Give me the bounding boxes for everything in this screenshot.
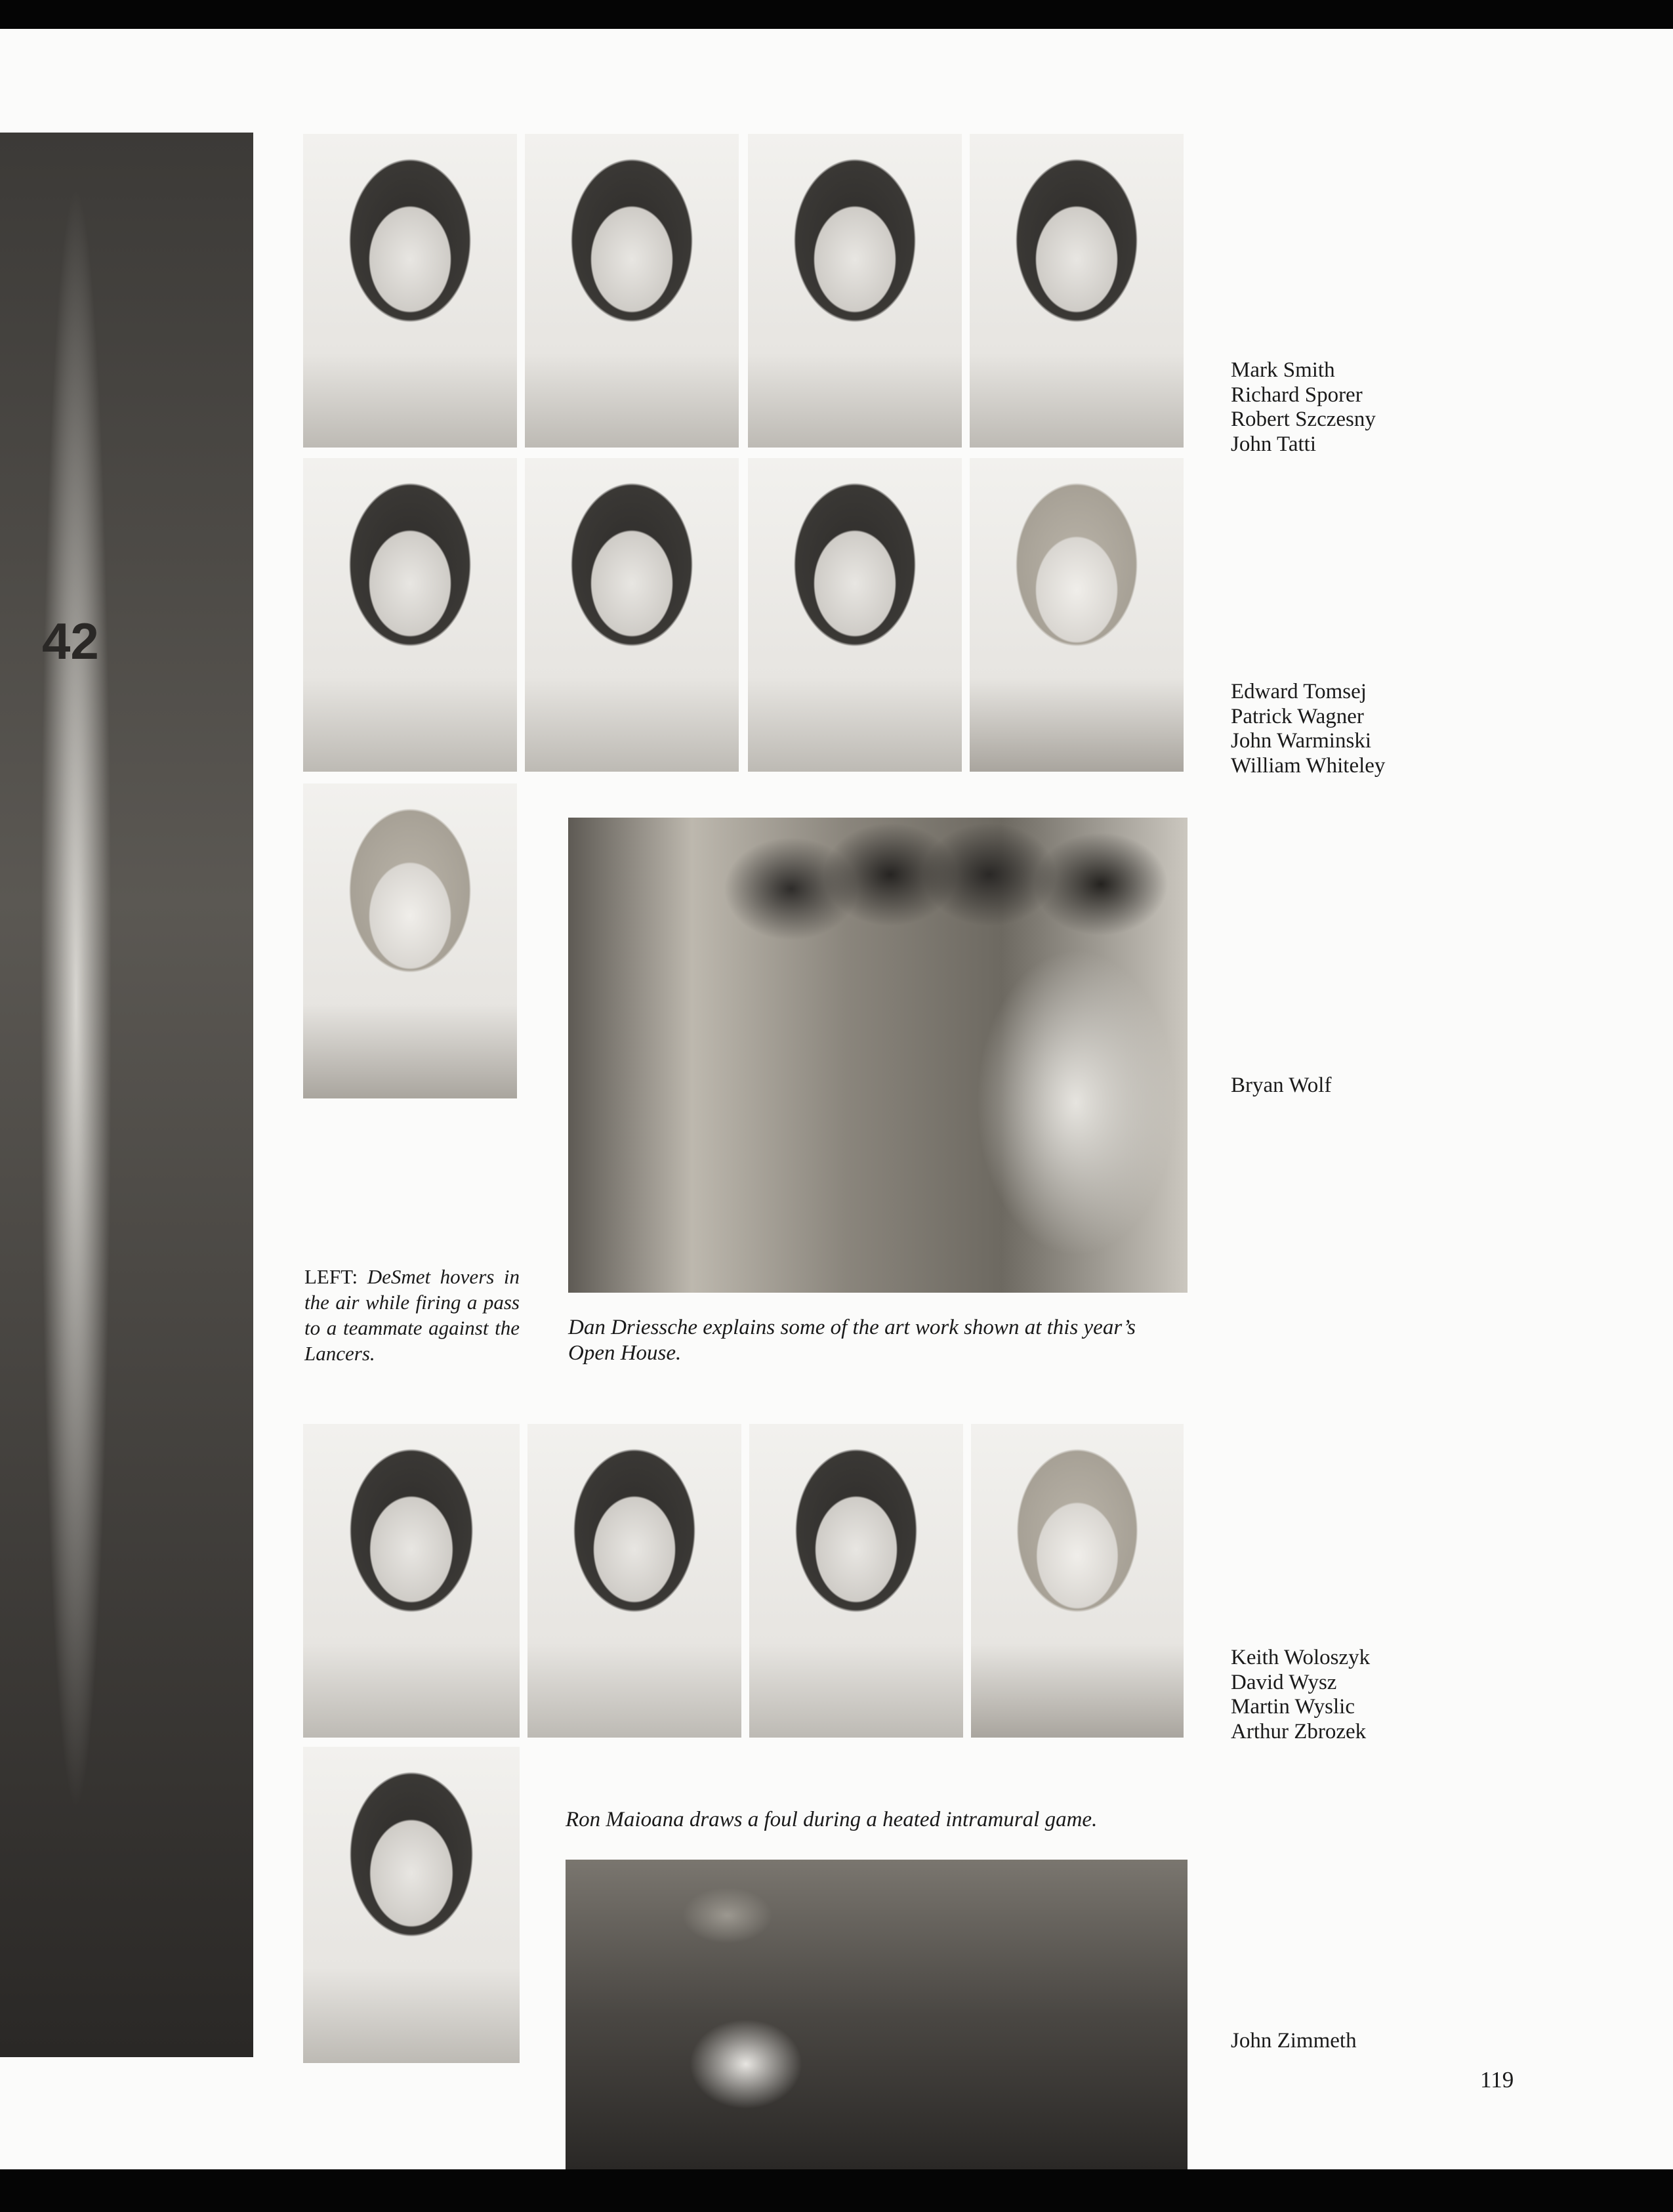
name-item: John Zimmeth [1231, 2029, 1357, 2053]
names-group-4 [1231, 1646, 1370, 1744]
portrait-john-tatti [970, 134, 1184, 448]
name-item: Robert Szczesny [1231, 407, 1376, 431]
art-photo-caption: Dan Driessche explains some of the art work shown at this year’s Open House. [568, 1316, 1136, 1365]
jersey-number: 42 [42, 612, 99, 670]
intramural-game-photo [566, 1860, 1188, 2169]
name-item: Patrick Wagner [1231, 704, 1364, 728]
names-group-1 [1231, 358, 1376, 457]
names-group-2 [1231, 680, 1385, 778]
names-group-5 [1231, 2029, 1357, 2054]
portrait-bryan-wolf [303, 783, 517, 1098]
name-item: Arthur Zbrozek [1231, 1719, 1367, 1743]
portrait-david-wysz [527, 1424, 741, 1738]
portrait-mark-smith [303, 134, 517, 448]
name-item: Mark Smith [1231, 358, 1335, 382]
left-photo-caption [304, 1264, 520, 1366]
portrait-robert-szczesny [748, 134, 962, 448]
name-item: Martin Wyslic [1231, 1695, 1355, 1719]
yearbook-page [0, 29, 1673, 2169]
portrait-martin-wyslic [749, 1424, 963, 1738]
portrait-richard-sporer [525, 134, 739, 448]
name-item: Edward Tomsej [1231, 680, 1367, 703]
gym-photo-caption: Ron Maioana draws a foul during a heated intramural game. [566, 1808, 1098, 1831]
portrait-john-warminski [748, 458, 962, 772]
portrait-edward-tomsej [303, 458, 517, 772]
name-item: David Wysz [1231, 1670, 1337, 1694]
portrait-patrick-wagner [525, 458, 739, 772]
left-caption-lead: LEFT: [304, 1265, 358, 1288]
names-group-3 [1231, 1074, 1331, 1098]
name-item: Keith Woloszyk [1231, 1646, 1371, 1669]
page-number: 119 [1480, 2067, 1514, 2093]
name-item: John Tatti [1231, 432, 1317, 456]
name-item: Bryan Wolf [1231, 1074, 1332, 1097]
portrait-william-whiteley [970, 458, 1184, 772]
name-item: John Warminski [1231, 729, 1371, 753]
art-open-house-photo [568, 818, 1188, 1293]
portrait-john-zimmeth [303, 1747, 520, 2063]
basketball-action-photo [0, 133, 253, 2057]
name-item: Richard Sporer [1231, 383, 1363, 407]
left-caption-text: DeSmet hovers in the air while firing a pass to a teammate against the Lancers. [304, 1265, 520, 1365]
portrait-arthur-zbrozek [971, 1424, 1184, 1738]
portrait-keith-woloszyk [303, 1424, 520, 1738]
name-item: William Whiteley [1231, 753, 1386, 778]
